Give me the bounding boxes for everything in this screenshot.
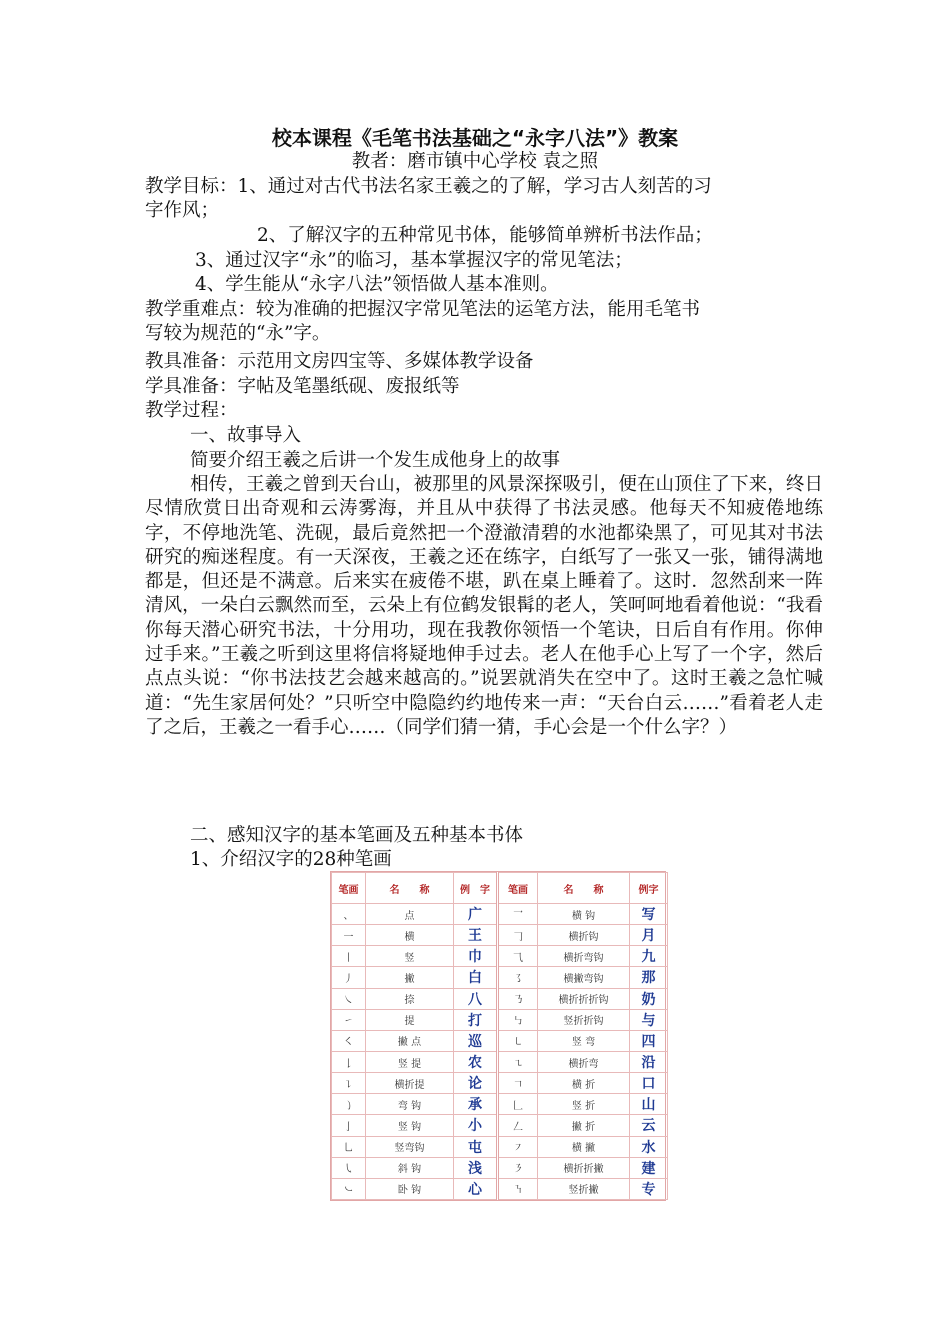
example-cell: 巾: [454, 946, 498, 967]
student-tools: 学具准备：字帖及笔墨纸砚、废报纸等: [145, 376, 460, 397]
header-name: 名 称: [538, 873, 630, 904]
example-cell: 建: [630, 1157, 668, 1178]
stroke-cell: 𠃍: [498, 1073, 538, 1094]
table-row: [332, 1051, 668, 1072]
example-cell: 小: [454, 1115, 498, 1136]
example-cell: 那: [630, 967, 668, 988]
intro-line: 简要介绍王羲之后讲一个发生成他身上的故事: [190, 450, 561, 471]
header-name: 名 称: [366, 873, 454, 904]
table-row: [332, 1178, 668, 1199]
name-cell: 提: [366, 1009, 454, 1030]
stroke-cell: ㇛: [332, 1030, 366, 1051]
table-row: [332, 904, 668, 925]
stroke-cell: ㇄: [498, 1030, 538, 1051]
header-stroke: 笔画: [332, 873, 366, 904]
subsection-1-heading: 1、介绍汉字的28种笔画: [190, 849, 392, 870]
example-cell: 广: [454, 904, 498, 925]
stroke-cell: ㇁: [332, 1094, 366, 1115]
author-line: 教者：磨市镇中心学校 袁之照: [351, 151, 599, 172]
stroke-cell: ㇍: [498, 1051, 538, 1072]
name-cell: 点: [366, 904, 454, 925]
stroke-cell: ⺄: [498, 946, 538, 967]
stroke-cell: ㇇: [498, 1136, 538, 1157]
example-cell: 沿: [630, 1051, 668, 1072]
goal-4: 4、学生能从“永字八法”领悟做人基本准则。: [195, 274, 559, 295]
table-row: [332, 925, 668, 946]
example-cell: 农: [454, 1051, 498, 1072]
stroke-cell: 丿: [332, 967, 366, 988]
example-cell: 巡: [454, 1030, 498, 1051]
table-row: [332, 1157, 668, 1178]
example-cell: 云: [630, 1115, 668, 1136]
table-row: [332, 1136, 668, 1157]
stroke-cell: 、: [332, 904, 366, 925]
stroke-cell: ㇡: [498, 988, 538, 1009]
strokes-table: [330, 871, 666, 1201]
example-cell: 写: [630, 904, 668, 925]
name-cell: 竖弯钩: [366, 1136, 454, 1157]
table-row: [332, 988, 668, 1009]
goal-2: 2、了解汉字的五种常见书体，能够简单辨析书法作品；: [257, 225, 713, 246]
name-cell: 卧 钩: [366, 1178, 454, 1199]
name-cell: 竖: [366, 946, 454, 967]
name-cell: 横折折折钩: [538, 988, 630, 1009]
section-1-heading: 一、故事导入: [190, 425, 302, 446]
example-cell: 论: [454, 1073, 498, 1094]
example-cell: 九: [630, 946, 668, 967]
table-row: [332, 1094, 668, 1115]
example-cell: 承: [454, 1094, 498, 1115]
example-cell: 水: [630, 1136, 668, 1157]
table-row: [332, 1115, 668, 1136]
stroke-cell: 𠃋: [498, 1115, 538, 1136]
name-cell: 竖 提: [366, 1051, 454, 1072]
name-cell: 横撇弯钩: [538, 967, 630, 988]
header-example: 例 字: [454, 873, 498, 904]
goal-1a: 教学目标：1、通过对古代书法名家王羲之的了解，学习古人刻苦的习: [145, 176, 712, 197]
name-cell: 竖 弯: [538, 1030, 630, 1051]
example-cell: 心: [454, 1178, 498, 1199]
table-row: [332, 1030, 668, 1051]
stroke-cell: ㇀: [332, 1009, 366, 1030]
stroke-cell: 𠄌: [332, 1051, 366, 1072]
keypoints-b: 写较为规范的“永”字。: [145, 323, 331, 344]
example-cell: 与: [630, 1009, 668, 1030]
stroke-cell: 一: [332, 925, 366, 946]
table-row: [332, 967, 668, 988]
example-cell: 四: [630, 1030, 668, 1051]
name-cell: 横 折: [538, 1073, 630, 1094]
stroke-cell: 丨: [332, 946, 366, 967]
example-cell: 月: [630, 925, 668, 946]
document-title: 校本课程《毛笔书法基础之“永字八法”》教案: [271, 126, 679, 150]
stroke-cell: 乛: [498, 904, 538, 925]
stroke-cell: 𠃌: [498, 925, 538, 946]
name-cell: 弯 钩: [366, 1094, 454, 1115]
process-heading: 教学过程：: [145, 400, 238, 421]
stroke-cell: ㇌: [498, 967, 538, 988]
stroke-cell: ㇉: [498, 1009, 538, 1030]
section-2-heading: 二、感知汉字的基本笔画及五种基本书体: [190, 825, 524, 846]
table-header-row: [332, 873, 668, 904]
name-cell: 横折钩: [538, 925, 630, 946]
name-cell: 撇 点: [366, 1030, 454, 1051]
story-paragraph: [145, 473, 823, 740]
example-cell: 八: [454, 988, 498, 1009]
name-cell: 横 撇: [538, 1136, 630, 1157]
name-cell: 横折弯钩: [538, 946, 630, 967]
stroke-cell: ㇎: [498, 1178, 538, 1199]
keypoints-a: 教学重难点：较为准确的把握汉字常见笔法的运笔方法，能用毛笔书: [145, 299, 701, 320]
example-cell: 白: [454, 967, 498, 988]
name-cell: 撇 折: [538, 1115, 630, 1136]
header-stroke: 笔画: [498, 873, 538, 904]
name-cell: 竖折折钩: [538, 1009, 630, 1030]
table-row: [332, 946, 668, 967]
stroke-cell: ㇂: [332, 1157, 366, 1178]
stroke-cell: ㇃: [332, 1178, 366, 1199]
name-cell: 横折提: [366, 1073, 454, 1094]
name-cell: 横折折撇: [538, 1157, 630, 1178]
name-cell: 捺: [366, 988, 454, 1009]
name-cell: 横: [366, 925, 454, 946]
teaching-tools: 教具准备：示范用文房四宝等、多媒体教学设备: [145, 351, 534, 372]
stroke-cell: ㇋: [498, 1157, 538, 1178]
example-cell: 打: [454, 1009, 498, 1030]
header-example: 例字: [630, 873, 668, 904]
example-cell: 专: [630, 1178, 668, 1199]
example-cell: 屯: [454, 1136, 498, 1157]
goal-3: 3、通过汉字“永”的临习，基本掌握汉字的常见笔法；: [195, 250, 633, 271]
stroke-cell: ㇊: [332, 1073, 366, 1094]
example-cell: 王: [454, 925, 498, 946]
story-text: 相传，王羲之曾到天台山，被那里的风景深探吸引，便在山顶住了下来，终日尽情欣赏日出奇观和云涛雾海，并且从中获得了书法灵感。他每天不知疲倦地练字，不停地洗笔、洗砚，最后竟然把一个澄澈清碧的水池都染黑了，可见其对书法研究的痴迷程度。有一天深夜，王羲之还在练字，白纸写了一张又一张，铺得满地都是，但还是不满意。后来实在疲倦不堪，趴在桌上睡着了。这时．忽然刮来一阵清风，一朵白云飘然而至，云朵上有位鹤发银髯的老人，笑呵呵地看着他说：“我看你每天潜心研究书法，十分用功，现在我教你领悟一个笔诀，日后自有作用。你伸过手来。”王羲之听到这里将信将疑地伸手过去。老人在他手心上写了一个字，然后点点头说：“你书法技艺会越来越高的。”说罢就消失在空中了。这时王羲之急忙喊道：“先生家居何处？”只听空中隐隐约约地传来一声：“天台白云……”看着老人走了之后，王羲之一看手心……（同学们猜一猜，手心会是一个什么字？）: [145, 474, 823, 738]
name-cell: 竖折撇: [538, 1178, 630, 1199]
example-cell: 口: [630, 1073, 668, 1094]
name-cell: 竖 折: [538, 1094, 630, 1115]
goal-1b: 字作风；: [145, 200, 220, 221]
table-row: [332, 1073, 668, 1094]
example-cell: 山: [630, 1094, 668, 1115]
name-cell: 竖 钩: [366, 1115, 454, 1136]
table-row: [332, 1009, 668, 1030]
name-cell: 撇: [366, 967, 454, 988]
example-cell: 奶: [630, 988, 668, 1009]
stroke-cell: 亅: [332, 1115, 366, 1136]
name-cell: 横 钩: [538, 904, 630, 925]
stroke-cell: 𠃊: [498, 1094, 538, 1115]
example-cell: 浅: [454, 1157, 498, 1178]
name-cell: 斜 钩: [366, 1157, 454, 1178]
name-cell: 横折弯: [538, 1051, 630, 1072]
stroke-cell: 乚: [332, 1136, 366, 1157]
stroke-cell: ㇏: [332, 988, 366, 1009]
